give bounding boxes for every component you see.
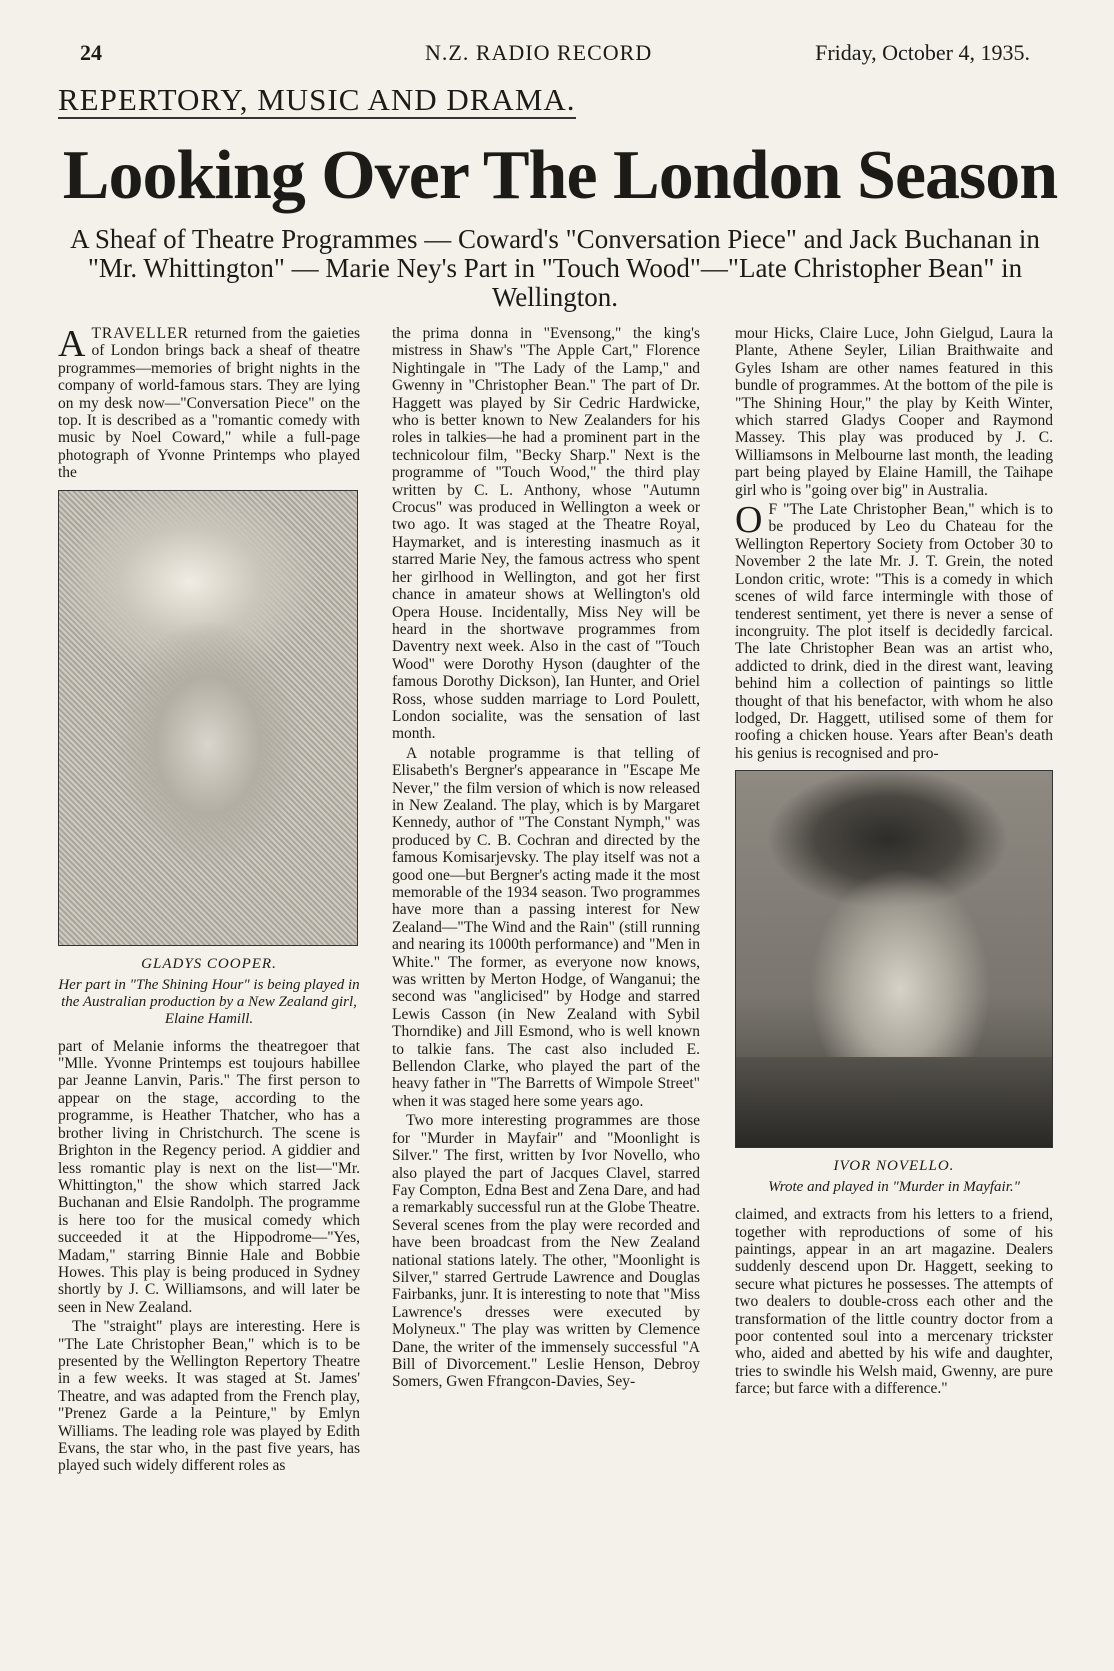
paragraph: mour Hicks, Claire Luce, John Gielgud, Laura la Plante, Athene Seyler, Lilian Braithwaite and Gyles Isham are other names featured in this bundle of programmes. At the bottom of the pile is "The Shining Hour," the play by Keith Winter, which starred Gladys Cooper and Raymond Massey. This play was produced by J. C. Williamsons in Melbourne last month, the leading part being played by Elaine Hamill, the Taihape girl who is "going over big" in Australia. <box>735 325 1053 499</box>
page-header <box>80 40 1030 70</box>
page-number: 24 <box>80 40 102 65</box>
paragraph: O F "The Late Christopher Bean," which is to be produced by Leo du Chateau for the Wellington Repertory Society from October 30 to November 2 the late Mr. J. T. Grein, the noted London critic, wrote: "This is a comedy in which scenes of wild farce intermingle with those of tenderest sentiment, yet there is never a sense of incongruity. The plot itself is decidedly farcical. The late Christopher Bean was an artist who, addicted to drink, died in the direst want, leaving behind him a collection of paintings so little thought of that his benefactor, with whom he also lodged, Dr. Haggett, utilised some of them for roofing a chicken house. Years after Bean's death his genius is recognised and pro- <box>735 499 1053 762</box>
column-2 <box>392 325 700 1393</box>
paragraph: claimed, and extracts from his letters to a friend, together with reproductions of some of his paintings, appear in an art magazine. Dealers suddenly descend upon Dr. Haggett, seeking to secure what pictures he possesses. The attempts of two dealers to double-cross each other and the transformation of the little country doctor from a poor contented soul into a mercenary trickster who, aided and abetted by his wife and daughter, tries to swindle his Welsh maid, Gwenny, are pure farce; but farce with a difference." <box>735 1206 1053 1398</box>
gladys-cooper-photo <box>58 490 358 946</box>
caption-name: GLADYS COOPER. <box>141 955 277 972</box>
caption-text: Wrote and played in "Murder in Mayfair." <box>768 1179 1020 1196</box>
ivor-novello-photo <box>735 770 1053 1148</box>
paragraph: A notable programme is that telling of Elisabeth's Bergner's appearance in "Escape Me Never," the film version of which is now released in New Zealand. The play, which is by Margaret Kennedy, author of "The Constant Nymph," was produced by C. B. Cochran and directed by the famous Komisarjevsky. The play itself was not a good one—but Bergner's acting made it the most memorable of the 1934 season. Two programmes have more than a passing interest for New Zealand—"The Wind and the Rain" (still running and nearing its 1000th performance) and "Men in White." The former, as everyone now knows, was written by Merton Hodge, of Wanganui; the second was "anglicised" by Hodge and starred Lewis Casson (in New Zealand with Sybil Thorndike) and Jill Esmond, who is well known to talkie fans. The cast also included E. Bellendon Clarke, who played the part of the heavy father in "The Barretts of Wimpole Street" when it was staged here some years ago. <box>392 744 700 1110</box>
photo-caption <box>58 956 360 1028</box>
caption-text: Her part in "The Shining Hour" is being played in the Australian production by a New Zealand girl, Elaine Hamill. <box>58 976 360 1027</box>
drop-cap: O <box>735 499 763 542</box>
drop-cap: A <box>58 323 86 365</box>
article-headline: Looking Over The London Season <box>62 137 1058 214</box>
issue-date: Friday, October 4, 1935. <box>815 40 1030 65</box>
paragraph: the prima donna in "Evensong," the king's mistress in Shaw's "The Apple Cart," Florence Nightingale in "The Lady of the Lamp," and Gwenny in "Christopher Bean." The part of Dr. Haggett was played by Sir Cedric Hardwicke, who is better known to New Zealanders for his roles in talkies—he had a prominent part in the technicolour film, "Becky Sharp." Next is the programme of "Touch Wood," the third play written by C. L. Anthony, whose "Autumn Crocus" was produced in Wellington a week or two ago. It was staged at the Theatre Royal, Haymarket, and is interesting inasmuch as it starred Marie Ney, the famous actress who spent her girlhood in Wellington, and got her first chance in amateur shows at Wellington's old Opera House. Incidentally, Miss Ney will be heard in the shortwave programmes from Daventry next week. Also in the cast of "Touch Wood" were Dorothy Hyson (daughter of the famous Dorothy Dickson), Ian Hunter, and Oriel Ross, whose sudden marriage to Lord Poulett, London socialite, was the sensation of last month. <box>392 325 700 743</box>
column-3 <box>735 325 1053 1400</box>
paragraph: Two more interesting programmes are those for "Murder in Mayfair" and "Moonlight is Silver." The first, written by Ivor Novello, who also played the part of Jacques Clavel, starred Fay Compton, Edna Best and Zena Dare, and had a remarkably successful run at the Globe Theatre. Several scenes from the play were recorded and have been broadcast from the New Zealand national stations lately. The other, "Moonlight is Silver," starred Gertrude Lawrence and Douglas Fairbanks, junr. It is interesting to note that "Miss Lawrence's dresses were executed by Molyneux." The play was written by Clemence Dane, the writer of the immensely successful "A Bill of Divorcement." Leslie Henson, Debroy Somers, Gwen Ffrangcon-Davies, Sey- <box>392 1112 700 1391</box>
photo-caption <box>735 1158 1053 1196</box>
photo-shoulders-shape <box>736 1057 1052 1147</box>
article-subheadline: A Sheaf of Theatre Programmes — Coward's "Conversation Piece" and Jack Buchanan in "Mr. Whittington" — Marie Ney's Part in "Touch Wood"—"Late Christopher Bean" in Wellington. <box>70 224 1040 312</box>
column-1 <box>58 325 360 1477</box>
section-title: REPERTORY, MUSIC AND DRAMA. <box>58 82 576 117</box>
lead-in-caps: TRAVELLER <box>91 325 189 342</box>
publication-name: N.Z. RADIO RECORD <box>425 40 653 65</box>
paragraph: The "straight" plays are interesting. Here is "The Late Christopher Bean," which is to be presented by the Wellington Repertory Theatre in a few weeks. It was staged at St. James' Theatre, and was adapted from the French play, "Prenez Garde a la Peinture," by Emlyn Williams. The leading role was played by Edith Evans, the star who, in the past five years, has played such widely different roles as <box>58 1318 360 1475</box>
caption-name: IVOR NOVELLO. <box>833 1158 955 1175</box>
paragraph: ATRAVELLER returned from the gaieties of London brings back a sheaf of theatre programmes—memories of bright nights in the company of world-famous stars. They are lying on my desk now—"Conversation Piece" on the top. It is described as a "romantic comedy with music by Noel Coward," while a full-page photograph of Yvonne Printemps who played the <box>58 323 360 482</box>
paragraph: part of Melanie informs the theatregoer that "Mlle. Yvonne Printemps est toujours habillee par Jeanne Lanvin, Paris." The first person to appear on the stage, according to the programme, is Heather Thatcher, who has a brother living in Christchurch. The scene is Brighton in the Regency period. A giddier and less romantic play is next on the list—"Mr. Whittington," the show which starred Jack Buchanan and Elsie Randolph. The programme is here too for the musical comedy which succeeded it at the Hippodrome—"Yes, Madam," starring Binnie Hale and Bobbie Howes. This play is being produced in Sydney shortly by J. C. Williamsons, and will later be seen in New Zealand. <box>58 1037 360 1316</box>
